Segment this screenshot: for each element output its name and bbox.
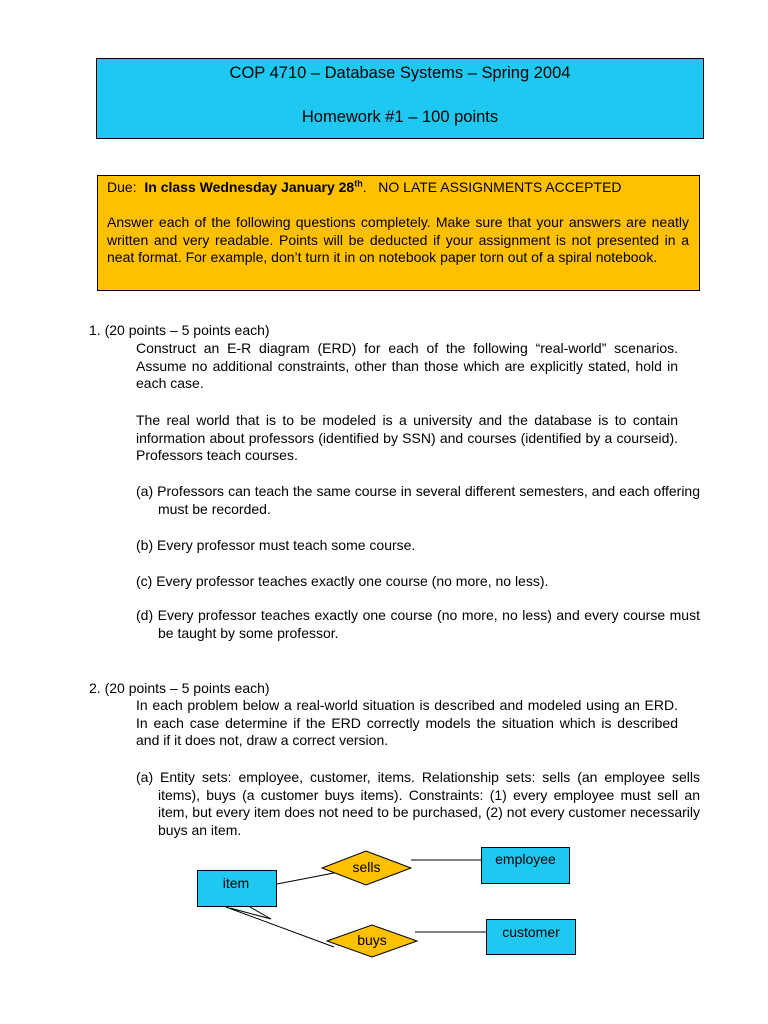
due-date: In class Wednesday January 28 xyxy=(144,179,355,195)
entity-employee xyxy=(481,847,570,884)
entity-customer xyxy=(486,919,576,955)
q1-part-c: (c) Every professor teaches exactly one course (no more, no less). xyxy=(136,573,549,589)
entity-customer-label: customer xyxy=(502,924,560,940)
q1-intro: Construct an E-R diagram (ERD) for each of the following “real-world” scenarios. Assume no additional constraints, other than those which are explicitly stated, hold in each case. xyxy=(136,340,678,391)
q2-heading: 2. (20 points – 5 points each) xyxy=(89,680,270,696)
q1-part-a: (a) Professors can teach the same course in several different semesters, and each offering must be recorded. xyxy=(136,483,700,517)
course-title: COP 4710 – Database Systems – Spring 2004 xyxy=(229,64,571,82)
q2-intro: In each problem below a real-world situation is described and modeled using an ERD. In each case determine if the ERD correctly models the situation which is described and if it does not, draw a correct version. xyxy=(136,697,678,748)
buys-label: buys xyxy=(357,932,387,948)
homework-title: Homework #1 – 100 points xyxy=(301,108,499,126)
q1-heading: 1. (20 points – 5 points each) xyxy=(89,322,270,338)
q1-part-b: (b) Every professor must teach some course. xyxy=(136,537,416,553)
q1-part-d: (d) Every professor teaches exactly one course (no more, no less) and every course must be taught by some professor. xyxy=(136,607,700,641)
item-buys-line xyxy=(226,907,334,947)
item-buys-crowfoot-2 xyxy=(230,908,271,919)
due-date-suffix: th xyxy=(354,178,363,189)
q2-part-a: (a) Entity sets: employee, customer, items. Relationship sets: sells (an employee sells items), buys (a customer buys items). Constraints: (1) every employee must sell an item, but every item does not need to be purchased, (2) not every customer necessarily buys an item. xyxy=(136,769,700,838)
q1-scenario: The real world that is to be modeled is a university and the database is to contain information about professors (identified by SSN) and courses (identified by a courseid). Professors teach courses. xyxy=(136,412,678,463)
entity-item xyxy=(197,870,277,907)
entity-item-label: item xyxy=(222,875,250,891)
due-late-notice: . NO LATE ASSIGNMENTS ACCEPTED xyxy=(362,179,622,195)
sells-label: sells xyxy=(352,859,381,875)
instructions: Answer each of the following questions completely. Make sure that your answers are neatly written and very readable. Points will be deducted if your assignment is not presented in a neat format. For example, don’t turn it in on notebook paper torn out of a spiral notebook. xyxy=(107,214,689,265)
due-prefix: Due: xyxy=(107,179,145,195)
entity-employee-label: employee xyxy=(495,851,556,867)
